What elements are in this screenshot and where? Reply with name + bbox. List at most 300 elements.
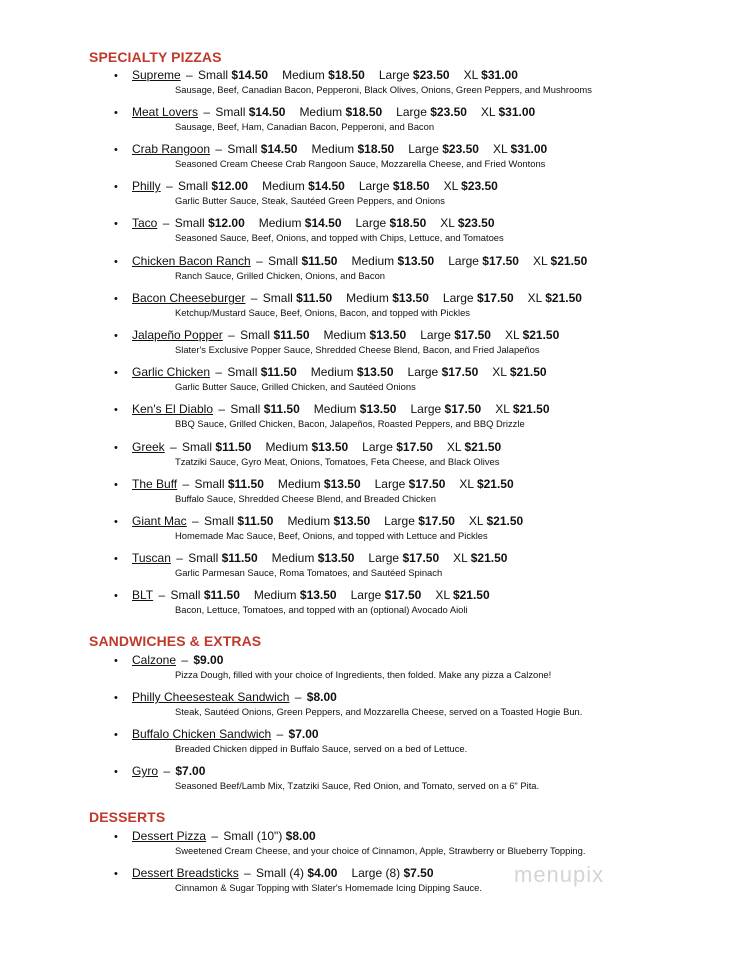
price-entry [505, 328, 559, 342]
menu-item: • Calzone – $9.00 Pizza Dough, filled with your choice of Ingredients, then folded. Make any pizza a Calzone! [114, 653, 714, 681]
item-name: Meat Lovers [132, 105, 199, 119]
price-entry [223, 829, 315, 843]
size-label: XL [527, 291, 542, 305]
item-description: Seasoned Cream Cheese Crab Rangoon Sauce, Mozzarella Cheese, and Fried Wontons [175, 158, 546, 169]
price-entry [528, 291, 582, 305]
price: $17.50 [408, 477, 446, 491]
price: $13.50 [299, 588, 337, 602]
item-name: Buffalo Chicken Sandwich [132, 727, 272, 741]
price: $21.50 [452, 588, 490, 602]
item-description: Seasoned Sauce, Beef, Onions, and topped with Chips, Lettuce, and Tomatoes [175, 232, 504, 243]
menu-item: • Dessert Breadsticks – Small (4) $4.00 Large (8) $7.50 Cinnamon & Sugar Topping with Slater's Homemade Icing Dipping Sauce. [114, 866, 714, 894]
price-entry [256, 866, 337, 880]
menu-item: • Bacon Cheeseburger – Small $11.50 Medium $13.50 Large $17.50 XL $21.50 Ketchup/Mustard Sauce, Beef, Onions, Bacon, and topped with Pickles [114, 291, 714, 319]
item-prices [194, 477, 527, 491]
item-description: Buffalo Sauce, Shredded Cheese Blend, and Breaded Chicken [175, 493, 436, 504]
bullet-icon: • [114, 256, 118, 268]
size-label: Large [358, 179, 390, 193]
size-label: Medium [351, 254, 395, 268]
price-entry [259, 216, 342, 230]
price-entry [198, 68, 268, 82]
item-name: Chicken Bacon Ranch [132, 254, 251, 268]
size-label: Medium [299, 105, 343, 119]
bullet-icon: • [114, 590, 118, 602]
price: $14.50 [231, 68, 269, 82]
size-label: Large [410, 402, 442, 416]
price: $11.50 [227, 477, 264, 491]
item-description: BBQ Sauce, Grilled Chicken, Bacon, Jalapeños, Roasted Peppers, and BBQ Drizzle [175, 418, 525, 429]
size-label: Large [420, 328, 451, 342]
bullet-icon: • [114, 831, 118, 843]
size-label: XL [495, 402, 510, 416]
item-name: Ken's El Diablo [132, 402, 213, 416]
size-label: XL [446, 440, 462, 454]
item-name: Bacon Cheeseburger [132, 291, 246, 305]
item-description: Sausage, Beef, Canadian Bacon, Pepperoni, Black Olives, Onions, Green Peppers, and Mushrooms [175, 84, 592, 95]
price-entry [175, 764, 205, 778]
bullet-icon: • [114, 293, 118, 305]
price: $21.50 [464, 440, 502, 454]
item-name: Garlic Chicken [132, 365, 211, 379]
bullet-icon: • [114, 330, 118, 342]
price-entry [356, 216, 427, 230]
menu-item: • Supreme – Small $14.50 Medium $18.50 Large $23.50 XL $31.00 Sausage, Beef, Canadian Bacon, Pepperoni, Black Olives, Onions, Green Peppers, and Mushrooms [114, 68, 714, 96]
price: $23.50 [461, 179, 498, 193]
size-label: Medium [282, 68, 325, 82]
item-description: Sausage, Beef, Ham, Canadian Bacon, Pepperoni, and Bacon [175, 121, 435, 132]
menu-item: • Giant Mac – Small $11.50 Medium $13.50 Large $17.50 XL $21.50 Homemade Mac Sauce, Beef, Onions, and topped with Lettuce and Pickles [114, 514, 714, 542]
price: $17.50 [482, 254, 519, 268]
size-label: Small [268, 254, 299, 268]
price-entry [263, 291, 332, 305]
size-label: Small [240, 328, 271, 342]
price: $23.50 [412, 68, 450, 82]
size-label: Small [227, 365, 258, 379]
price-entry [351, 588, 422, 602]
price: $13.50 [397, 254, 435, 268]
bullet-icon: • [114, 70, 118, 82]
item-name: Taco [132, 216, 158, 230]
item-prices [188, 551, 521, 565]
bullet-icon: • [114, 729, 118, 741]
price-entry [359, 179, 430, 193]
price: $31.00 [498, 105, 536, 119]
price: $7.50 [403, 866, 434, 880]
price-entry [170, 588, 239, 602]
size-label: Small [194, 477, 225, 491]
menu-item: • The Buff – Small $11.50 Medium $13.50 Large $17.50 XL $21.50 Buffalo Sauce, Shredded Cheese Blend, and Breaded Chicken [114, 477, 714, 505]
item-description: Garlic Butter Sauce, Grilled Chicken, and Sautéed Onions [175, 381, 416, 392]
menu-item: • Crab Rangoon – Small $14.50 Medium $18.50 Large $23.50 XL $31.00 Seasoned Cream Cheese Crab Rangoon Sauce, Mozzarella Cheese, and Fried Wontons [114, 142, 714, 170]
bullet-icon: • [114, 181, 118, 193]
price: $17.50 [418, 514, 455, 528]
price-entry [495, 402, 549, 416]
item-prices [227, 142, 561, 156]
item-description: Steak, Sautéed Onions, Green Peppers, and Mozzarella Cheese, served on a Toasted Hogie Bun. [175, 706, 583, 717]
price-entry [493, 142, 547, 156]
price-entry [227, 365, 296, 379]
item-name: Supreme [132, 68, 181, 82]
menu-item: • Meat Lovers – Small $14.50 Medium $18.50 Large $23.50 XL $31.00 Sausage, Beef, Ham, Canadian Bacon, Pepperoni, and Bacon [114, 105, 714, 133]
price: $8.00 [306, 690, 337, 704]
price: $11.50 [273, 328, 310, 342]
item-prices [268, 254, 601, 268]
menu-item: • Taco – Small $12.00 Medium $14.50 Large $18.50 XL $23.50 Seasoned Sauce, Beef, Onions, and topped with Chips, Lettuce, and Tomatoes [114, 216, 714, 244]
price-entry [444, 179, 498, 193]
price-entry [254, 588, 337, 602]
item-description: Pizza Dough, filled with your choice of Ingredients, then folded. Make any pizza a Calzone! [175, 669, 552, 680]
price: $21.50 [545, 291, 582, 305]
item-description: Slater's Exclusive Popper Sauce, Shredded Cheese Blend, Bacon, and Fried Jalapeños [175, 344, 540, 355]
price: $21.50 [470, 551, 508, 565]
price-entry [268, 254, 337, 268]
item-description: Tzatziki Sauce, Gyro Meat, Onions, Tomatoes, Feta Cheese, and Black Olives [175, 456, 500, 467]
item-description: Ranch Sauce, Grilled Chicken, Onions, and Bacon [175, 270, 386, 281]
price-entry [440, 216, 494, 230]
size-label: Large (8) [351, 866, 401, 880]
price-entry [182, 440, 251, 454]
item-description: Sweetened Cream Cheese, and your choice of Cinnamon, Apple, Strawberry or Blueberry Topping. [175, 845, 586, 856]
price: $21.50 [509, 365, 547, 379]
price-entry [448, 254, 519, 268]
item-prices [175, 764, 219, 778]
size-label: Medium [277, 477, 321, 491]
price: $12.00 [211, 179, 249, 193]
price: $23.50 [457, 216, 495, 230]
size-label: Large [384, 514, 415, 528]
item-prices [256, 866, 447, 880]
item-prices [263, 291, 596, 305]
size-label: Medium [313, 402, 357, 416]
item-prices [227, 365, 560, 379]
item-name: Dessert Breadsticks [132, 866, 239, 880]
size-label: Large [374, 477, 406, 491]
menu-item: • Tuscan – Small $11.50 Medium $13.50 Large $17.50 XL $21.50 Garlic Parmesan Sauce, Roma Tomatoes, and Sautéed Spinach [114, 551, 714, 579]
item-name: Greek [132, 440, 165, 454]
price-entry [420, 328, 491, 342]
item-prices [198, 68, 532, 82]
price-entry [188, 551, 257, 565]
item-prices [178, 179, 512, 193]
menu-item: • Ken's El Diablo – Small $11.50 Medium $13.50 Large $17.50 XL $21.50 BBQ Sauce, Grilled Chicken, Bacon, Jalapeños, Roasted Peppers, and BBQ Drizzle [114, 402, 714, 430]
price-entry [307, 690, 337, 704]
menu-item: • Dessert Pizza – Small (10") $8.00 Sweetened Cream Cheese, and your choice of Cinnamon, Apple, Strawberry or Blueberry Topping. [114, 829, 714, 857]
price-entry [375, 477, 446, 491]
price-entry [384, 514, 455, 528]
price-entry [368, 551, 439, 565]
price-entry [240, 328, 309, 342]
item-prices [175, 216, 509, 230]
price: $17.50 [476, 291, 514, 305]
price: $13.50 [356, 365, 394, 379]
size-label: Large [396, 105, 427, 119]
price: $21.50 [486, 514, 524, 528]
menu-item: • Jalapeño Popper – Small $11.50 Medium $13.50 Large $17.50 XL $21.50 Slater's Exclusive Popper Sauce, Shredded Cheese Blend, Bacon, and Fried Jalapeños [114, 328, 714, 356]
price-entry [447, 440, 501, 454]
price-entry [324, 328, 407, 342]
size-label: Small [182, 440, 213, 454]
price-entry [282, 68, 365, 82]
item-prices [307, 690, 351, 704]
price-entry [533, 254, 587, 268]
price: $18.50 [328, 68, 365, 82]
item-name: BLT [132, 588, 154, 602]
menu-item: • Philly Cheesesteak Sandwich – $8.00 Steak, Sautéed Onions, Green Peppers, and Mozzarella Cheese, served on a Toasted Hogie Bun. [114, 690, 714, 718]
size-label: Small [188, 551, 219, 565]
price: $12.00 [208, 216, 245, 230]
item-prices [230, 402, 563, 416]
size-label: XL [480, 105, 496, 119]
price-entry [469, 514, 523, 528]
menupix-watermark: menupix [514, 862, 605, 887]
size-label: Large [355, 216, 387, 230]
price-entry [492, 365, 546, 379]
size-label: XL [532, 254, 548, 268]
menu-item: • Philly – Small $12.00 Medium $14.50 Large $18.50 XL $23.50 Garlic Butter Sauce, Steak, Sautéed Green Peppers, and Onions [114, 179, 714, 207]
price-entry [287, 514, 370, 528]
price-entry [396, 105, 467, 119]
price: $13.50 [323, 477, 361, 491]
size-label: XL [453, 551, 468, 565]
size-label: Small (4) [256, 866, 305, 880]
price: $11.50 [237, 514, 274, 528]
item-description: Cinnamon & Sugar Topping with Slater's Homemade Icing Dipping Sauce. [175, 882, 482, 893]
price-entry [443, 291, 514, 305]
price: $13.50 [333, 514, 371, 528]
price-entry [262, 179, 345, 193]
price: $14.50 [248, 105, 286, 119]
size-label: Large [407, 365, 439, 379]
size-label: Large [368, 551, 400, 565]
price: $13.50 [311, 440, 349, 454]
price: $11.50 [296, 291, 333, 305]
price: $14.50 [260, 142, 298, 156]
section-title: SPECIALTY PIZZAS [89, 49, 222, 65]
price-entry [265, 440, 348, 454]
size-label: Small [227, 142, 258, 156]
section-title: DESSERTS [89, 809, 166, 825]
price: $17.50 [402, 551, 440, 565]
item-prices [204, 514, 537, 528]
price: $17.50 [444, 402, 482, 416]
price: $13.50 [392, 291, 429, 305]
bullet-icon: • [114, 553, 118, 565]
menu-item: • Chicken Bacon Ranch – Small $11.50 Medium $13.50 Large $17.50 XL $21.50 Ranch Sauce, Grilled Chicken, Onions, and Bacon [114, 254, 714, 282]
size-label: Small [262, 291, 293, 305]
price-entry [351, 866, 433, 880]
item-description: Homemade Mac Sauce, Beef, Onions, and topped with Lettuce and Pickles [175, 530, 488, 541]
price: $18.50 [357, 142, 395, 156]
item-name: The Buff [132, 477, 178, 491]
price: $21.50 [522, 328, 560, 342]
item-prices [240, 328, 573, 342]
price: $21.50 [476, 477, 514, 491]
price: $8.00 [285, 829, 316, 843]
price-entry [278, 477, 361, 491]
size-label: Medium [265, 440, 309, 454]
size-label: Medium [311, 142, 355, 156]
item-name: Jalapeño Popper [132, 328, 223, 342]
menu-item: • Gyro – $7.00 Seasoned Beef/Lamb Mix, Tzatziki Sauce, Red Onion, and Tomato, served on a 6" Pita. [114, 764, 714, 792]
size-label: Medium [253, 588, 297, 602]
price: $21.50 [512, 402, 550, 416]
bullet-icon: • [114, 655, 118, 667]
price: $7.00 [288, 727, 319, 741]
item-name: Dessert Pizza [132, 829, 207, 843]
item-name: Gyro [132, 764, 159, 778]
item-name: Philly Cheesesteak Sandwich [132, 690, 290, 704]
bullet-icon: • [114, 692, 118, 704]
price-entry [299, 105, 382, 119]
item-name: Tuscan [132, 551, 171, 565]
price: $31.00 [481, 68, 518, 82]
menu-item: • Greek – Small $11.50 Medium $13.50 Large $17.50 XL $21.50 Tzatziki Sauce, Gyro Meat, Onions, Tomatoes, Feta Cheese, and Black Olives [114, 440, 714, 468]
size-label: XL [492, 365, 507, 379]
price-entry [435, 588, 489, 602]
price-entry [230, 402, 299, 416]
size-label: Small [170, 588, 201, 602]
price: $14.50 [308, 179, 345, 193]
price: $11.50 [301, 254, 338, 268]
size-label: Small [204, 514, 235, 528]
item-description: Breaded Chicken dipped in Buffalo Sauce, served on a bed of Lettuce. [175, 743, 468, 754]
size-label: XL [492, 142, 508, 156]
price: $13.50 [369, 328, 407, 342]
item-description: Bacon, Lettuce, Tomatoes, and topped with an (optional) Avocado Aioli [175, 604, 468, 615]
price: $18.50 [389, 216, 427, 230]
price-entry [346, 291, 429, 305]
price-entry [481, 105, 535, 119]
price-entry [459, 477, 513, 491]
size-label: Medium [346, 291, 389, 305]
bullet-icon: • [114, 367, 118, 379]
price: $4.00 [307, 866, 338, 880]
size-label: Small [178, 179, 209, 193]
size-label: XL [440, 216, 455, 230]
size-label: Small [230, 402, 261, 416]
size-label: Large [378, 68, 410, 82]
price: $23.50 [442, 142, 479, 156]
size-label: XL [435, 588, 450, 602]
price: $31.00 [510, 142, 548, 156]
item-name: Calzone [132, 653, 177, 667]
size-label: XL [504, 328, 520, 342]
bullet-icon: • [114, 442, 118, 454]
item-prices [170, 588, 503, 602]
price: $17.50 [384, 588, 422, 602]
price: $14.50 [304, 216, 342, 230]
size-label: XL [463, 68, 478, 82]
item-prices [215, 105, 549, 119]
price-entry [227, 142, 297, 156]
size-label: Medium [310, 365, 354, 379]
price: $11.50 [260, 365, 297, 379]
price-entry [178, 179, 248, 193]
price: $17.50 [454, 328, 491, 342]
size-label: Large [448, 254, 479, 268]
bullet-icon: • [114, 107, 118, 119]
price: $21.50 [550, 254, 588, 268]
size-label: Medium [262, 179, 305, 193]
size-label: Small [215, 105, 246, 119]
price-entry [314, 402, 397, 416]
item-prices [182, 440, 515, 454]
item-prices [223, 829, 329, 843]
size-label: XL [459, 477, 474, 491]
size-label: Large [442, 291, 474, 305]
price-entry [311, 365, 394, 379]
item-name: Giant Mac [132, 514, 187, 528]
price: $7.00 [175, 764, 206, 778]
bullet-icon: • [114, 479, 118, 491]
price-entry [408, 142, 479, 156]
size-label: Large [362, 440, 393, 454]
item-description: Garlic Parmesan Sauce, Roma Tomatoes, and Sautéed Spinach [175, 567, 443, 578]
price-entry [272, 551, 355, 565]
size-label: Large [350, 588, 382, 602]
size-label: XL [468, 514, 484, 528]
price-entry [175, 216, 245, 230]
size-label: Small (10") [223, 829, 283, 843]
price: $11.50 [203, 588, 240, 602]
bullet-icon: • [114, 218, 118, 230]
size-label: Small [174, 216, 205, 230]
size-label: Medium [271, 551, 315, 565]
price: $9.00 [193, 653, 224, 667]
size-label: Large [408, 142, 439, 156]
item-name: Philly [132, 179, 161, 193]
price-entry [408, 365, 479, 379]
price-entry [410, 402, 481, 416]
price: $17.50 [441, 365, 479, 379]
price: $17.50 [396, 440, 433, 454]
size-label: Small [198, 68, 229, 82]
price-entry [194, 477, 263, 491]
price-entry [453, 551, 507, 565]
price: $13.50 [317, 551, 355, 565]
price: $23.50 [430, 105, 467, 119]
section-title: SANDWICHES & EXTRAS [89, 633, 262, 649]
menu-item: • Buffalo Chicken Sandwich – $7.00 Breaded Chicken dipped in Buffalo Sauce, served on a bed of Lettuce. [114, 727, 714, 755]
price-entry [379, 68, 450, 82]
size-label: Medium [323, 328, 367, 342]
menu-item: • Garlic Chicken – Small $11.50 Medium $13.50 Large $17.50 XL $21.50 Garlic Butter Sauce, Grilled Chicken, and Sautéed Onions [114, 365, 714, 393]
size-label: Medium [258, 216, 302, 230]
price: $11.50 [263, 402, 300, 416]
size-label: XL [443, 179, 458, 193]
bullet-icon: • [114, 868, 118, 880]
bullet-icon: • [114, 516, 118, 528]
item-description: Garlic Butter Sauce, Steak, Sautéed Green Peppers, and Onions [175, 195, 445, 206]
item-prices [289, 727, 333, 741]
price-entry [193, 653, 223, 667]
price-entry [351, 254, 434, 268]
price-entry [204, 514, 273, 528]
price-entry [362, 440, 433, 454]
price-entry [289, 727, 319, 741]
price: $18.50 [392, 179, 430, 193]
price-entry [215, 105, 285, 119]
item-description: Ketchup/Mustard Sauce, Beef, Onions, Bacon, and topped with Pickles [175, 307, 470, 318]
price-entry [464, 68, 518, 82]
bullet-icon: • [114, 766, 118, 778]
item-description: Seasoned Beef/Lamb Mix, Tzatziki Sauce, Red Onion, and Tomato, served on a 6" Pita. [175, 780, 540, 791]
menu-item: • BLT – Small $11.50 Medium $13.50 Large $17.50 XL $21.50 Bacon, Lettuce, Tomatoes, and topped with an (optional) Avocado Aioli [114, 588, 714, 616]
bullet-icon: • [114, 404, 118, 416]
item-name: Crab Rangoon [132, 142, 211, 156]
price-entry [311, 142, 394, 156]
item-prices [193, 653, 237, 667]
